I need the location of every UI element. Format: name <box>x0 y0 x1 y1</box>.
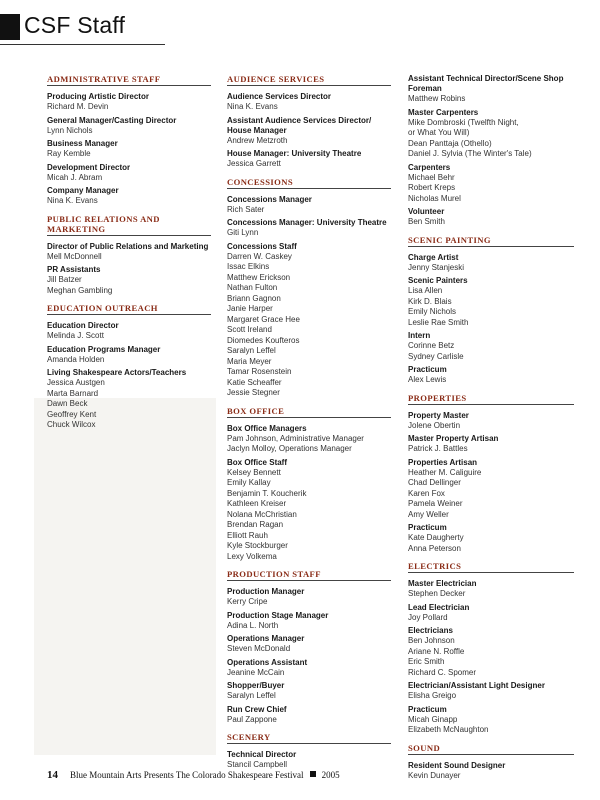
staff-name: Chad Dellinger <box>408 478 461 487</box>
role-title: Director of Public Relations and Marketing <box>47 241 209 251</box>
staff-name: Robert Kreps <box>408 183 456 192</box>
staff-role <box>227 611 391 632</box>
staff-role <box>47 242 211 263</box>
staff-name: Kevin Dunayer <box>408 770 461 780</box>
staff-name: Amanda Holden <box>47 354 105 364</box>
staff-role <box>227 92 391 113</box>
staff-name: Maria Meyer <box>227 356 272 366</box>
staff-name: Emily Kallay <box>227 478 271 487</box>
section-heading: PUBLIC RELATIONS AND MARKETING <box>47 214 211 236</box>
staff-name: Ben Smith <box>408 217 445 226</box>
section-heading: PRODUCTION STAFF <box>227 569 391 581</box>
staff-name: Jessica Garrett <box>227 159 281 168</box>
section-heading: CONCESSIONS <box>227 177 391 189</box>
staff-name: Pam Johnson, Administrative Manager <box>227 433 364 443</box>
staff-name: Elisha Greigo <box>408 691 457 700</box>
staff-name: Paul Zappone <box>227 714 277 724</box>
role-title: Audience Services Director <box>227 92 332 101</box>
staff-name: Matthew Erickson <box>227 272 291 282</box>
staff-role <box>408 603 574 624</box>
staff-name: Saralyn Leffel <box>227 346 276 355</box>
staff-name: Adina L. North <box>227 620 279 630</box>
staff-name: Jenny Stanjeski <box>408 262 465 272</box>
staff-name: Heather M. Caliguire <box>408 467 482 477</box>
staff-section <box>408 393 574 555</box>
role-title: Master Property Artisan <box>408 434 499 443</box>
staff-name: Matthew Robins <box>408 94 466 103</box>
staff-name: Ray Kemble <box>47 149 91 158</box>
staff-role <box>227 705 391 726</box>
role-title: PR Assistants <box>47 265 101 274</box>
page-number: 14 <box>47 769 58 781</box>
role-title: Practicum <box>408 365 447 374</box>
staff-name: Karen Fox <box>408 488 445 498</box>
section-heading: SCENIC PAINTING <box>408 235 574 247</box>
role-title: Technical Director <box>227 750 297 759</box>
staff-role <box>47 321 211 342</box>
staff-section <box>227 74 391 170</box>
staff-name: Marta Barnard <box>47 388 99 398</box>
staff-role <box>408 253 574 274</box>
staff-role <box>227 681 391 702</box>
staff-section <box>408 561 574 736</box>
staff-name: Nina K. Evans <box>47 196 98 205</box>
section-heading: AUDIENCE SERVICES <box>227 74 391 86</box>
section-heading: PROPERTIES <box>408 393 574 405</box>
staff-role <box>408 207 574 228</box>
staff-role <box>408 705 574 736</box>
section-heading: ADMINISTRATIVE STAFF <box>47 74 211 86</box>
staff-role <box>227 634 391 655</box>
staff-name: Daniel J. Sylvia (The Winter's Tale) <box>408 149 532 158</box>
role-title: Producing Artistic Director <box>47 92 149 101</box>
role-title: Practicum <box>408 523 447 532</box>
staff-role <box>408 108 574 160</box>
role-title: Carpenters <box>408 162 451 172</box>
staff-name: Micah Ginapp <box>408 714 458 724</box>
staff-name: Lynn Nichols <box>47 125 93 135</box>
page-footer <box>47 769 340 781</box>
role-title: Development Director <box>47 162 131 172</box>
staff-role <box>47 116 211 137</box>
role-title: Education Director <box>47 321 119 330</box>
section-heading: BOX OFFICE <box>227 406 391 418</box>
staff-column-1 <box>47 74 211 438</box>
footer-text: Blue Mountain Arts Presents The Colorado Shakespeare Festival <box>70 770 304 780</box>
role-title: Property Master <box>408 410 469 420</box>
staff-name: Jessica Austgen <box>47 378 105 387</box>
staff-name: Giti Lynn <box>227 228 259 237</box>
role-title: Master Electrician <box>408 579 477 588</box>
role-title: Operations Manager <box>227 634 305 643</box>
header-tab-block <box>0 14 20 40</box>
role-title: Intern <box>408 331 431 340</box>
staff-name: Jeanine McCain <box>227 667 285 677</box>
staff-name: Richard M. Devin <box>47 102 109 111</box>
staff-name: Kate Daugherty <box>408 533 464 542</box>
role-title: Concessions Staff <box>227 241 297 251</box>
staff-name: or What You Will) <box>408 128 470 137</box>
staff-section <box>408 235 574 386</box>
staff-role <box>227 149 391 170</box>
staff-section <box>47 74 211 207</box>
role-title: Concessions Manager: University Theatre <box>227 218 387 227</box>
staff-name: Diomedes Koufteros <box>227 335 300 345</box>
page-title: CSF Staff <box>24 12 126 38</box>
staff-name: Brendan Ragan <box>227 520 284 529</box>
staff-name: Benjamin T. Koucherik <box>227 488 307 498</box>
staff-name: Jaclyn Molloy, Operations Manager <box>227 444 352 453</box>
staff-role <box>408 626 574 678</box>
staff-section <box>227 732 391 771</box>
staff-name: Chuck Wilcox <box>47 420 96 429</box>
staff-name: Margaret Grace Hee <box>227 314 300 324</box>
footer-year: 2005 <box>321 770 340 780</box>
role-title: General Manager/Casting Director <box>47 115 177 125</box>
staff-name: Dawn Beck <box>47 399 88 408</box>
staff-section <box>227 569 391 725</box>
staff-name: Kelsey Bennett <box>227 467 281 477</box>
role-title: Box Office Managers <box>227 423 307 433</box>
staff-role <box>408 761 574 782</box>
role-title: Living Shakespeare Actors/Teachers <box>47 368 187 377</box>
staff-role <box>47 368 211 431</box>
section-heading: SCENERY <box>227 732 391 744</box>
staff-name: Melinda J. Scott <box>47 331 104 340</box>
role-title: House Manager: University Theatre <box>227 149 362 158</box>
role-title: Concessions Manager <box>227 194 312 204</box>
staff-name: Patrick J. Battles <box>408 444 468 453</box>
staff-role <box>227 424 391 455</box>
staff-name: Rich Sater <box>227 204 265 214</box>
staff-role <box>47 345 211 366</box>
staff-name: Joy Pollard <box>408 612 448 622</box>
staff-role <box>227 195 391 216</box>
staff-name: Jolene Obertin <box>408 420 461 430</box>
staff-name: Kathleen Kreiser <box>227 499 287 508</box>
role-title: Production Manager <box>227 587 305 596</box>
staff-role <box>408 579 574 600</box>
staff-role <box>227 587 391 608</box>
staff-name: Geoffrey Kent <box>47 409 97 419</box>
staff-name: Richard C. Spomer <box>408 667 477 677</box>
staff-section <box>227 406 391 563</box>
role-title: Electricians <box>408 626 453 635</box>
staff-name: Leslie Rae Smith <box>408 317 469 327</box>
staff-role <box>408 523 574 554</box>
role-title: Box Office Staff <box>227 457 288 467</box>
staff-name: Andrew Metzroth <box>227 135 288 145</box>
staff-role <box>47 186 211 207</box>
staff-name: Steven McDonald <box>227 644 291 653</box>
staff-name: Alex Lewis <box>408 375 447 384</box>
staff-role <box>47 92 211 113</box>
staff-section <box>408 74 574 228</box>
staff-role <box>227 458 391 563</box>
staff-name: Jessie Stegner <box>227 388 280 397</box>
staff-name: Jill Batzer <box>47 275 82 284</box>
staff-name: Scott Ireland <box>227 325 272 334</box>
staff-name: Nolana McChristian <box>227 509 297 519</box>
staff-role <box>227 116 391 147</box>
section-heading: ELECTRICS <box>408 561 574 573</box>
staff-name: Elizabeth McNaughton <box>408 725 489 734</box>
staff-role <box>47 139 211 160</box>
role-title: Electrician/Assistant Light Designer <box>408 681 545 690</box>
staff-column-3 <box>408 74 574 788</box>
staff-name: Sydney Carlisle <box>408 351 464 361</box>
staff-role <box>408 365 574 386</box>
staff-name: Emily Nichols <box>408 307 457 316</box>
role-title: Assistant Technical Director/Scene Shop Foreman <box>408 74 564 93</box>
staff-name: Mell McDonnell <box>47 251 102 261</box>
staff-role <box>408 331 574 362</box>
staff-name: Michael Behr <box>408 172 455 182</box>
staff-name: Lexy Volkema <box>227 551 277 561</box>
role-title: Business Manager <box>47 139 118 148</box>
staff-name: Janie Harper <box>227 304 273 313</box>
staff-role <box>227 750 391 771</box>
role-title: Education Programs Manager <box>47 344 161 354</box>
section-heading: EDUCATION OUTREACH <box>47 303 211 315</box>
staff-name: Ariane N. Roffle <box>408 646 465 656</box>
staff-name: Nicholas Murel <box>408 193 461 203</box>
staff-name: Katie Scheaffer <box>227 377 282 387</box>
staff-name: Briann Gagnon <box>227 293 281 303</box>
staff-name: Lisa Allen <box>408 286 443 295</box>
section-heading: SOUND <box>408 743 574 755</box>
role-title: Volunteer <box>408 207 445 216</box>
staff-name: Meghan Gambling <box>47 285 113 295</box>
staff-name: Kerry Cripe <box>227 597 268 606</box>
staff-name: Kirk D. Blais <box>408 296 452 306</box>
staff-section <box>227 177 391 399</box>
role-title: Assistant Audience Services Director/ House Manager <box>227 115 372 135</box>
staff-name: Stephen Decker <box>408 589 466 598</box>
staff-role <box>408 434 574 455</box>
staff-section <box>47 303 211 431</box>
staff-name: Elliott Rauh <box>227 530 268 540</box>
footer-square-icon <box>310 771 316 777</box>
staff-role <box>408 458 574 521</box>
staff-role <box>408 276 574 328</box>
staff-name: Eric Smith <box>408 657 445 666</box>
role-title: Charge Artist <box>408 252 459 262</box>
staff-section <box>408 743 574 782</box>
staff-column-2 <box>227 74 391 778</box>
staff-name: Ben Johnson <box>408 636 455 645</box>
staff-role <box>227 242 391 399</box>
staff-name: Saralyn Leffel <box>227 691 276 700</box>
shaded-panel <box>34 398 216 755</box>
staff-name: Anna Peterson <box>408 543 461 553</box>
role-title: Lead Electrician <box>408 602 470 612</box>
staff-role <box>227 218 391 239</box>
role-title: Properties Artisan <box>408 457 478 467</box>
staff-role <box>408 681 574 702</box>
staff-name: Kyle Stockburger <box>227 541 288 550</box>
role-title: Company Manager <box>47 186 119 195</box>
role-title: Scenic Painters <box>408 276 468 285</box>
role-title: Operations Assistant <box>227 657 308 667</box>
staff-role <box>47 265 211 296</box>
staff-name: Tamar Rosenstein <box>227 367 292 376</box>
title-rule <box>0 44 165 45</box>
staff-name: Amy Weller <box>408 509 449 519</box>
staff-name: Nina K. Evans <box>227 102 278 111</box>
staff-role <box>408 74 574 105</box>
staff-name: Dean Panttaja (Othello) <box>408 138 492 148</box>
staff-name: Stancil Campbell <box>227 760 288 769</box>
role-title: Master Carpenters <box>408 107 479 117</box>
role-title: Practicum <box>408 704 447 714</box>
staff-name: Nathan Fulton <box>227 283 278 292</box>
staff-role <box>408 411 574 432</box>
role-title: Run Crew Chief <box>227 704 287 714</box>
role-title: Shopper/Buyer <box>227 681 285 690</box>
staff-section <box>47 214 211 297</box>
staff-name: Pamela Weiner <box>408 499 463 508</box>
staff-role <box>227 658 391 679</box>
staff-name: Issac Elkins <box>227 262 270 271</box>
staff-role <box>408 163 574 205</box>
staff-role <box>47 163 211 184</box>
role-title: Production Stage Manager <box>227 610 329 620</box>
staff-name: Mike Dombroski (Twelfth Night, <box>408 117 519 127</box>
staff-name: Corinne Betz <box>408 341 455 350</box>
staff-name: Micah J. Abram <box>47 172 103 182</box>
role-title: Resident Sound Designer <box>408 760 506 770</box>
staff-name: Darren W. Caskey <box>227 251 292 261</box>
